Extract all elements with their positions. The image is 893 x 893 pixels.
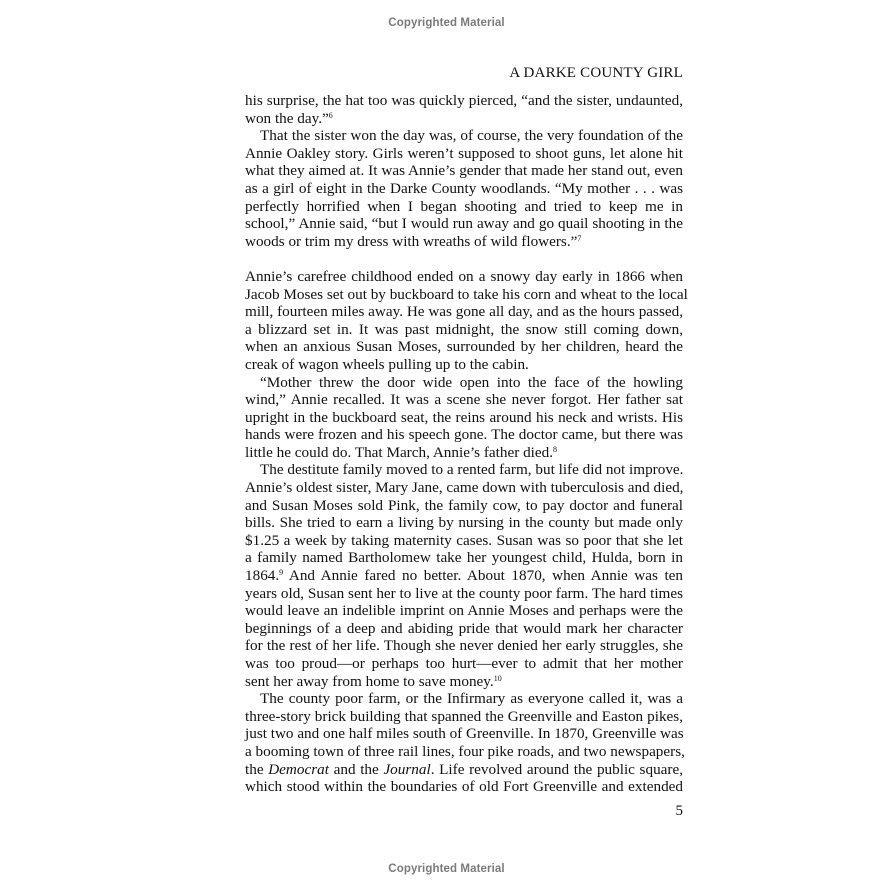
text-line: [245, 514, 683, 532]
line-text: 1864.: [245, 567, 280, 585]
line-text: a family named Bartholomew take her youngest child, Hulda, born in: [245, 549, 683, 567]
text-line: [245, 285, 688, 304]
line-text: as a girl of eight in the Darke County woodlands. “My mother . . . was: [245, 179, 683, 197]
line-text: and the: [328, 760, 384, 778]
line-text: his surprise, the hat too was quickly pierced, “and the sister, undaunted,: [245, 92, 683, 109]
line-text: the: [245, 760, 269, 778]
text-line: [245, 356, 683, 374]
text-line: [245, 532, 683, 550]
text-line: [245, 180, 683, 198]
line-text: mill, fourteen miles away. He was gone all day, and as the hours passed,: [245, 303, 683, 321]
text-line: [245, 655, 683, 673]
line-text: The destitute family moved to a rented farm, but life did not improve.: [260, 461, 684, 479]
text-line: [245, 444, 683, 462]
copyright-watermark-top: Copyrighted Material: [388, 17, 505, 29]
text-line: [245, 198, 683, 216]
line-text: for the rest of her life. Though she never denied her early struggles, she: [245, 637, 683, 655]
line-text: school,” Annie said, “but I would run away and go quail shooting in the: [245, 215, 683, 233]
line-text: years old, Susan sent her to live at the county poor farm. The hard times: [245, 584, 683, 602]
line-text: a booming town of three rail lines, four pike roads, and two newspapers,: [245, 742, 685, 760]
line-text: That the sister won the day was, of course, the very foundation of the: [260, 127, 683, 145]
line-text: a blizzard set in. It was past midnight, the snow still coming down,: [245, 320, 683, 338]
footnote-marker: 6: [328, 110, 333, 120]
text-line: [245, 620, 683, 638]
text-line: [245, 778, 683, 796]
line-text: which stood within the boundaries of old Fort Greenville and extended: [245, 778, 683, 796]
text-line: [245, 690, 683, 708]
text-line: [245, 549, 683, 567]
line-text: Jacob Moses set out by buckboard to take his corn and wheat to the local: [245, 285, 688, 303]
line-text: three-story brick building that spanned the Greenville and Easton pikes,: [245, 707, 683, 725]
line-text: won the day.”: [245, 109, 329, 127]
running-head: A DARKE COUNTY GIRL: [509, 65, 683, 81]
line-text: beginnings of a deep and abiding pride that would mark her character: [245, 619, 683, 637]
text-line: [245, 461, 683, 479]
text-line: [245, 215, 683, 233]
text-line: [245, 602, 683, 620]
text-line: [245, 303, 683, 321]
text-line: [245, 233, 683, 251]
text-line: [245, 409, 683, 427]
line-text: $1.25 a week by taking maternity cases. Susan was so poor that she let: [245, 531, 683, 549]
line-text: Annie’s carefree childhood ended on a snowy day early in 1866 when: [245, 267, 683, 285]
line-text: little he could do. That March, Annie’s father died.: [245, 443, 554, 461]
line-text: perfectly horrified when I began shooting and tried to keep me in: [245, 197, 683, 215]
line-text: upright in the buckboard seat, the reins around his neck and wrists. His: [245, 408, 683, 426]
body-text: [245, 92, 688, 796]
text-line: [245, 110, 683, 128]
text-line: [245, 162, 683, 180]
line-text: Annie Oakley story. Girls weren’t supposed to shoot guns, let alone hit: [245, 144, 683, 162]
line-text: . Life revolved around the public square,: [430, 760, 683, 778]
footnote-marker: 7: [577, 233, 582, 243]
line-text: bills. She tried to earn a living by nursing in the county but made only: [245, 514, 683, 532]
footnote-marker: 8: [553, 444, 558, 454]
text-line: [245, 145, 683, 163]
italic-title: Democrat: [268, 760, 329, 778]
line-text: The county poor farm, or the Infirmary as everyone called it, was a: [260, 690, 683, 708]
text-line: [245, 374, 683, 392]
text-line: [245, 426, 683, 444]
text-line: [245, 268, 683, 286]
line-text: hands were frozen and his speech gone. The doctor came, but there was: [245, 426, 683, 444]
line-text: wind,” Annie recalled. It was a scene she never forgot. Her father sat: [245, 391, 683, 409]
text-line: [245, 321, 683, 339]
footnote-marker: 9: [279, 568, 284, 578]
text-line: [245, 479, 683, 497]
text-line: [245, 743, 683, 761]
line-text: was too proud—or perhaps too hurt—ever to admit that her mother: [245, 655, 683, 672]
section-break: [245, 250, 683, 268]
italic-title: Journal: [383, 760, 431, 778]
line-text: and Susan Moses sold Pink, the family cow, to pay doctor and funeral: [245, 496, 683, 514]
line-text: And Annie fared no better. About 1870, when Annie was ten: [283, 567, 683, 585]
copyright-watermark-bottom: Copyrighted Material: [388, 863, 505, 875]
text-line: [245, 92, 683, 110]
line-text: “Mother threw the door wide open into the face of the howling: [260, 373, 683, 391]
line-text: sent her away from home to save money.: [245, 672, 494, 690]
text-line: [245, 338, 683, 356]
text-line: [245, 391, 683, 409]
text-line: [245, 725, 683, 743]
line-text: just two and one half miles south of Greenville. In 1870, Greenville was: [245, 725, 684, 743]
text-line: [245, 637, 683, 655]
text-line: [245, 761, 683, 779]
text-line: [245, 673, 683, 691]
text-line: [245, 585, 683, 603]
line-text: creak of wagon wheels pulling up to the cabin.: [245, 355, 529, 373]
line-text: when an anxious Susan Moses, surrounded by her children, heard the: [245, 338, 683, 356]
footnote-marker: 10: [493, 673, 502, 683]
line-text: woods or trim my dress with wreaths of wild flowers.”: [245, 232, 578, 250]
text-line: [245, 497, 683, 515]
text-line: [245, 708, 683, 726]
line-text: Annie’s oldest sister, Mary Jane, came down with tuberculosis and died,: [245, 479, 684, 497]
line-text: would leave an indelible imprint on Annie Moses and perhaps were the: [245, 602, 683, 620]
line-text: what they aimed at. It was Annie’s gender that made her stand out, even: [245, 162, 683, 180]
page-number: 5: [675, 803, 683, 819]
text-line: [245, 127, 683, 145]
text-line: [245, 567, 683, 585]
